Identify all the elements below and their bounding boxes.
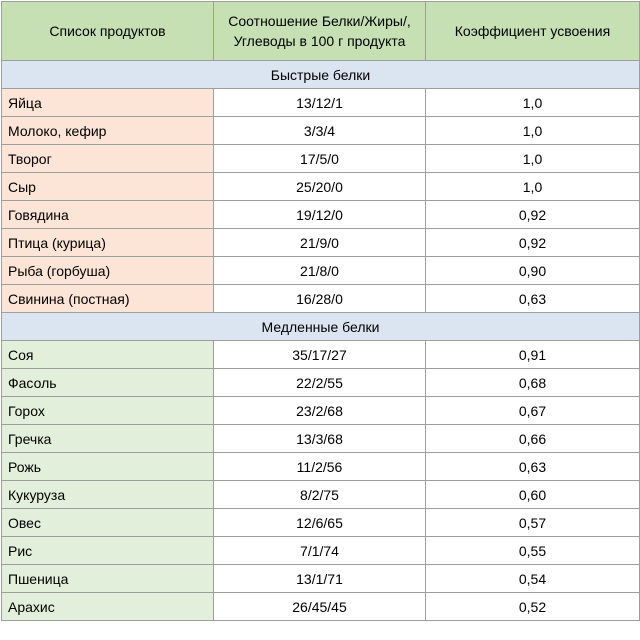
absorption-coefficient: 0,91 (426, 341, 640, 369)
section-fast-proteins (2, 61, 640, 313)
table-row (2, 481, 640, 509)
table-row (2, 397, 640, 425)
table-row (2, 593, 640, 621)
absorption-coefficient: 0,67 (426, 397, 640, 425)
product-name: Творог (2, 145, 214, 173)
absorption-coefficient: 1,0 (426, 173, 640, 201)
nutrient-ratio: 7/1/74 (214, 537, 426, 565)
absorption-coefficient: 0,92 (426, 201, 640, 229)
product-name: Пшеница (2, 565, 214, 593)
product-name: Фасоль (2, 369, 214, 397)
section-title: Медленные белки (2, 313, 640, 341)
nutrient-ratio: 17/5/0 (214, 145, 426, 173)
nutrient-ratio: 23/2/68 (214, 397, 426, 425)
product-name: Соя (2, 341, 214, 369)
section-title-row (2, 313, 640, 341)
product-name: Птица (курица) (2, 229, 214, 257)
protein-table (1, 1, 640, 621)
table-row (2, 285, 640, 313)
product-name: Рыба (горбуша) (2, 257, 214, 285)
product-name: Молоко, кефир (2, 117, 214, 145)
header-coefficient: Коэффициент усвоения (426, 2, 640, 61)
table-row (2, 453, 640, 481)
absorption-coefficient: 0,92 (426, 229, 640, 257)
product-name: Арахис (2, 593, 214, 621)
absorption-coefficient: 0,68 (426, 369, 640, 397)
nutrient-ratio: 35/17/27 (214, 341, 426, 369)
nutrient-ratio: 25/20/0 (214, 173, 426, 201)
table-row (2, 369, 640, 397)
table-row (2, 117, 640, 145)
table-row (2, 425, 640, 453)
table-row (2, 89, 640, 117)
nutrient-ratio: 16/28/0 (214, 285, 426, 313)
absorption-coefficient: 0,57 (426, 509, 640, 537)
table-row (2, 565, 640, 593)
nutrient-ratio: 19/12/0 (214, 201, 426, 229)
nutrient-ratio: 21/9/0 (214, 229, 426, 257)
nutrient-ratio: 13/12/1 (214, 89, 426, 117)
product-name: Яйца (2, 89, 214, 117)
header-products: Список продуктов (2, 2, 214, 61)
header-ratio: Соотношение Белки/Жиры/, Углеводы в 100 г продукта (214, 2, 426, 61)
nutrient-ratio: 8/2/75 (214, 481, 426, 509)
nutrient-ratio: 13/1/71 (214, 565, 426, 593)
absorption-coefficient: 1,0 (426, 145, 640, 173)
section-slow-proteins (2, 313, 640, 621)
absorption-coefficient: 1,0 (426, 89, 640, 117)
absorption-coefficient: 0,52 (426, 593, 640, 621)
table-row (2, 341, 640, 369)
absorption-coefficient: 0,60 (426, 481, 640, 509)
product-name: Рожь (2, 453, 214, 481)
nutrient-ratio: 22/2/55 (214, 369, 426, 397)
table-row (2, 201, 640, 229)
product-name: Рис (2, 537, 214, 565)
nutrient-ratio: 12/6/65 (214, 509, 426, 537)
product-name: Свинина (постная) (2, 285, 214, 313)
table-row (2, 257, 640, 285)
nutrient-ratio: 11/2/56 (214, 453, 426, 481)
product-name: Говядина (2, 201, 214, 229)
absorption-coefficient: 0,63 (426, 453, 640, 481)
table-row (2, 145, 640, 173)
table-row (2, 537, 640, 565)
absorption-coefficient: 0,90 (426, 257, 640, 285)
product-name: Сыр (2, 173, 214, 201)
product-name: Гречка (2, 425, 214, 453)
absorption-coefficient: 0,63 (426, 285, 640, 313)
header-row (2, 2, 640, 61)
product-name: Овес (2, 509, 214, 537)
product-name: Кукуруза (2, 481, 214, 509)
section-title-row (2, 61, 640, 89)
nutrient-ratio: 21/8/0 (214, 257, 426, 285)
table-row (2, 173, 640, 201)
absorption-coefficient: 1,0 (426, 117, 640, 145)
section-title: Быстрые белки (2, 61, 640, 89)
table-row (2, 509, 640, 537)
table-row (2, 229, 640, 257)
absorption-coefficient: 0,66 (426, 425, 640, 453)
nutrient-ratio: 26/45/45 (214, 593, 426, 621)
product-name: Горох (2, 397, 214, 425)
nutrient-ratio: 13/3/68 (214, 425, 426, 453)
absorption-coefficient: 0,55 (426, 537, 640, 565)
nutrient-ratio: 3/3/4 (214, 117, 426, 145)
absorption-coefficient: 0,54 (426, 565, 640, 593)
